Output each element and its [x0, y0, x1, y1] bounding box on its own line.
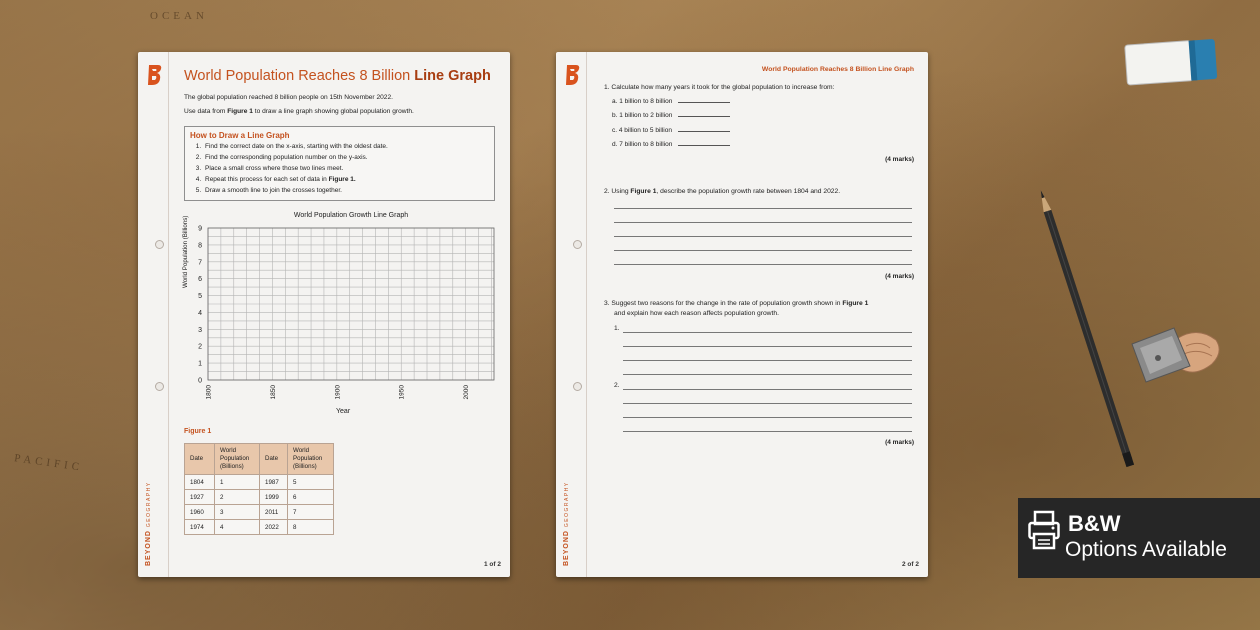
answer-line[interactable] [623, 332, 912, 333]
marks-label: (4 marks) [885, 156, 914, 163]
sharpener-icon [1128, 318, 1224, 388]
punch-hole [573, 240, 582, 249]
promo-title: B&W [1068, 511, 1121, 536]
y-tick-label: 1 [198, 360, 202, 368]
question-3: 3. Suggest two reasons for the change in the rate of population growth shown in Figure 1 and explain how each reason affects population growth. [604, 300, 869, 317]
bw-options-badge [1018, 498, 1260, 578]
answer-line[interactable] [623, 374, 912, 375]
eraser-icon [1123, 37, 1220, 87]
answer-line[interactable] [623, 417, 912, 418]
table-header: Date [260, 444, 288, 475]
how-to-title: How to Draw a Line Graph [190, 131, 290, 140]
table-header: World Population (Billions) [288, 444, 334, 475]
y-tick-label: 9 [198, 225, 202, 233]
answer-line[interactable] [623, 403, 912, 404]
map-label-pacific: PACIFIC [13, 452, 84, 474]
table-cell: 2 [215, 490, 260, 505]
pencil-icon [1035, 188, 1136, 468]
x-tick-label: 2000 [463, 385, 471, 400]
table-row [185, 490, 334, 505]
answer-line[interactable] [623, 346, 912, 347]
table-cell: 5 [288, 475, 334, 490]
worksheet-title: World Population Reaches 8 Billion Line Graph [184, 68, 491, 84]
how-to-box [184, 126, 495, 201]
worksheet-page-1 [138, 52, 510, 577]
answer-line[interactable] [623, 360, 912, 361]
answer-line[interactable] [614, 264, 912, 265]
table-cell: 3 [215, 505, 260, 520]
x-tick-label: 1900 [334, 385, 342, 400]
y-tick-label: 6 [198, 276, 202, 284]
table-cell: 1999 [260, 490, 288, 505]
question-2: 2. Using Figure 1, describe the population growth rate between 1804 and 2022. [604, 188, 841, 195]
step-item: 5. Draw a smooth line to join the crosses together. [203, 185, 494, 196]
y-axis-label: World Population (Billions) [182, 215, 189, 288]
promo-subtitle: Options Available [1065, 538, 1227, 561]
binder-margin-line [168, 52, 169, 577]
table-header: Date [185, 444, 215, 475]
answer-number: 2. [614, 382, 620, 389]
table-row [185, 475, 334, 490]
x-axis-label: Year [336, 408, 351, 415]
answer-blank[interactable] [678, 102, 730, 103]
page-number: 1 of 2 [484, 561, 501, 568]
page-header: World Population Reaches 8 Billion Line Graph [761, 66, 914, 73]
answer-line[interactable] [614, 250, 912, 251]
beyond-logo-icon [146, 64, 164, 86]
question-1-part: c. 4 billion to 5 billion [612, 127, 730, 134]
x-tick-label: 1800 [205, 385, 213, 400]
x-tick-label: 1950 [398, 385, 406, 400]
page-number: 2 of 2 [902, 561, 919, 568]
question-1-part: b. 1 billion to 2 billion [612, 112, 730, 119]
x-tick-label: 1850 [269, 385, 277, 400]
answer-blank[interactable] [678, 116, 730, 117]
line-graph-grid [178, 220, 498, 410]
y-tick-label: 2 [198, 343, 202, 351]
worksheet-page-2 [556, 52, 928, 577]
question-1-part: d. 7 billion to 8 billion [612, 141, 730, 148]
answer-line[interactable] [623, 389, 912, 390]
answer-blank[interactable] [678, 145, 730, 146]
answer-blank[interactable] [678, 131, 730, 132]
answer-line[interactable] [623, 431, 912, 432]
table-cell: 6 [288, 490, 334, 505]
table-cell: 1927 [185, 490, 215, 505]
punch-hole [573, 382, 582, 391]
brand-text: BEYOND GEOGRAPHY [145, 481, 152, 566]
step-item: 3. Place a small cross where those two lines meet. [203, 163, 494, 174]
step-item: 1. Find the correct date on the x-axis, starting with the oldest date. [203, 141, 494, 152]
chart-title: World Population Growth Line Graph [293, 212, 409, 219]
table-cell: 2011 [260, 505, 288, 520]
instructions-text: Use data from Figure 1 to draw a line graph showing global population growth. [184, 108, 414, 115]
table-cell: 2022 [260, 520, 288, 535]
figure1-table [184, 443, 334, 535]
answer-line[interactable] [614, 208, 912, 209]
y-tick-label: 4 [198, 309, 202, 317]
y-tick-label: 5 [198, 293, 202, 301]
y-tick-label: 0 [198, 377, 202, 385]
table-cell: 4 [215, 520, 260, 535]
table-cell: 7 [288, 505, 334, 520]
binder-margin-line [586, 52, 587, 577]
beyond-logo-icon [564, 64, 582, 86]
table-cell: 1804 [185, 475, 215, 490]
question-1: 1. Calculate how many years it took for the global population to increase from: [604, 84, 835, 91]
answer-line[interactable] [614, 222, 912, 223]
table-cell: 1960 [185, 505, 215, 520]
y-tick-label: 7 [198, 259, 202, 267]
table-cell: 1974 [185, 520, 215, 535]
answer-line[interactable] [614, 236, 912, 237]
punch-hole [155, 382, 164, 391]
table-cell: 8 [288, 520, 334, 535]
y-tick-label: 8 [198, 242, 202, 250]
y-tick-label: 3 [198, 326, 202, 334]
table-cell: 1987 [260, 475, 288, 490]
table-row [185, 520, 334, 535]
table-cell: 1 [215, 475, 260, 490]
intro-text: The global population reached 8 billion people on 15th November 2022. [184, 94, 393, 101]
answer-number: 1. [614, 325, 620, 332]
table-header: World Population (Billions) [215, 444, 260, 475]
table-row [185, 505, 334, 520]
brand-text: BEYOND GEOGRAPHY [563, 481, 570, 566]
step-item: 2. Find the corresponding population number on the y-axis. [203, 152, 494, 163]
map-label-ocean: OCEAN [150, 10, 208, 22]
figure-label: Figure 1 [184, 428, 212, 435]
printer-icon [1028, 510, 1060, 550]
punch-hole [155, 240, 164, 249]
question-1-part: a. 1 billion to 8 billion [612, 98, 730, 105]
step-item: 4. Repeat this process for each set of data in Figure 1. [203, 174, 494, 185]
marks-label: (4 marks) [885, 273, 914, 280]
marks-label: (4 marks) [885, 439, 914, 446]
